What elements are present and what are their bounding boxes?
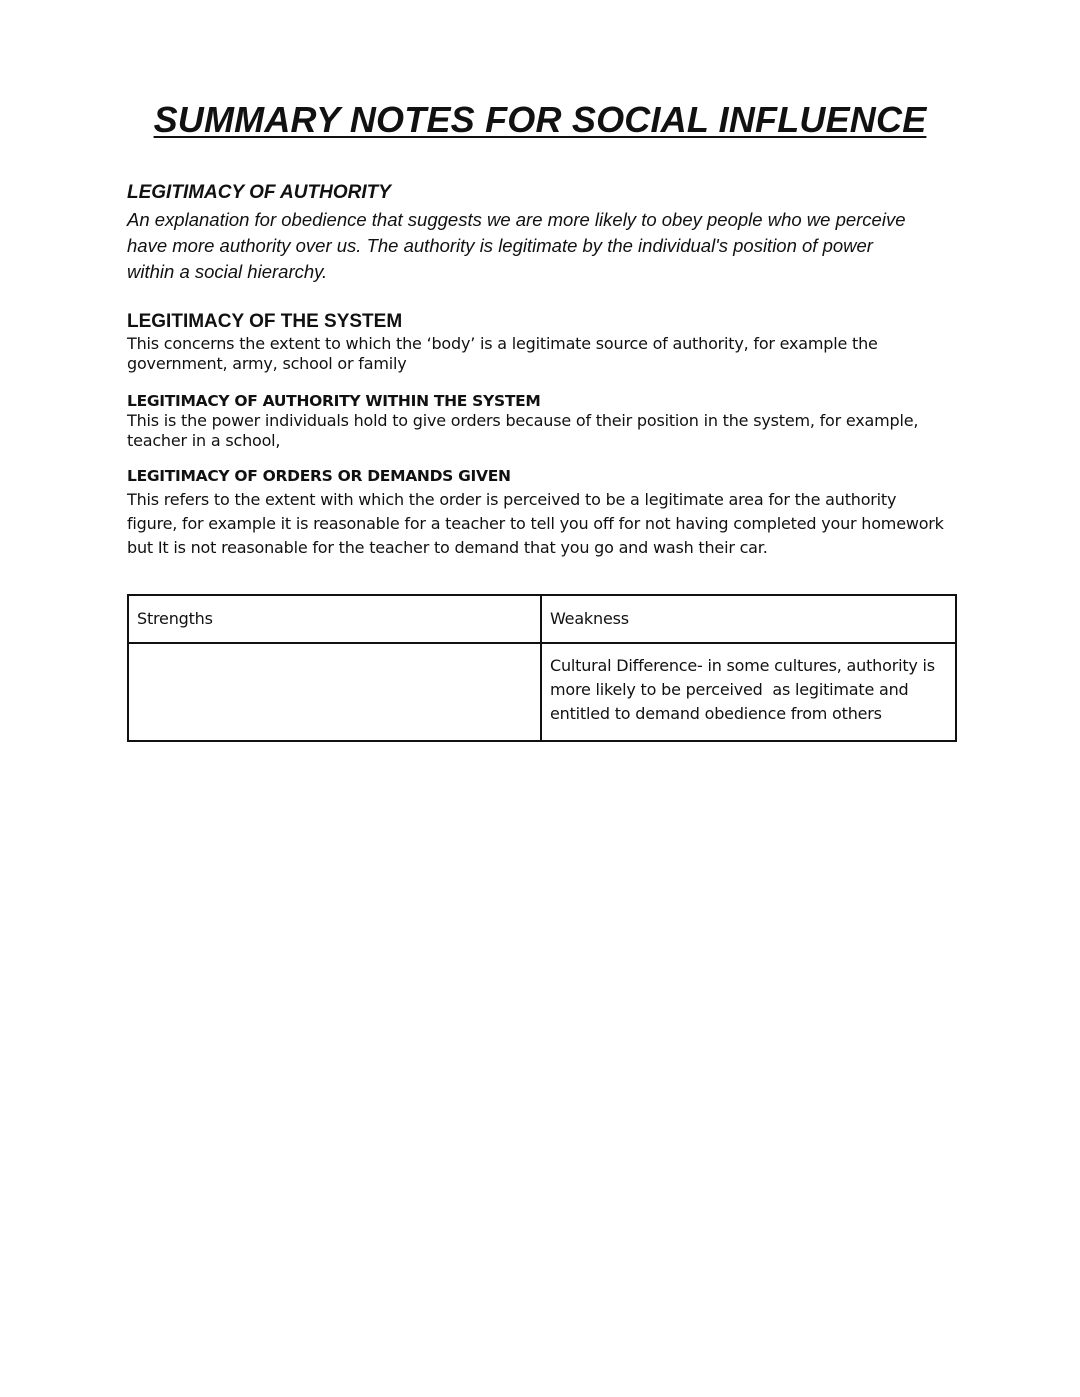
section-orders-or-demands <box>127 466 957 560</box>
section-body <box>127 411 957 451</box>
strengths-header: Strengths <box>128 595 541 643</box>
body-line: have more authority over us. The authority is legitimate by the individual's position of power <box>127 235 873 256</box>
table-row <box>128 643 956 741</box>
body-line: within a social hierarchy. <box>127 261 328 282</box>
body-line: teacher in a school, <box>127 431 281 450</box>
section-body <box>127 334 957 374</box>
page-title: SUMMARY NOTES FOR SOCIAL INFLUENCE <box>153 99 927 140</box>
weakness-line: more likely to be perceived as legitimate and <box>550 680 909 699</box>
weakness-line: entitled to demand obedience from others <box>550 704 882 723</box>
body-line: This is the power individuals hold to give orders because of their position in the system, for example, <box>127 411 919 430</box>
section-body <box>127 488 957 560</box>
table-header-row <box>128 595 956 643</box>
strengths-weakness-table <box>127 594 957 742</box>
section-heading: LEGITIMACY OF ORDERS OR DEMANDS GIVEN <box>127 467 511 485</box>
weakness-cell <box>541 643 956 741</box>
body-line: but It is not reasonable for the teacher to demand that you go and wash their car. <box>127 538 768 557</box>
section-heading: LEGITIMACY OF THE SYSTEM <box>127 311 403 332</box>
strengths-cell <box>128 643 541 741</box>
body-line: This refers to the extent with which the order is perceived to be a legitimate area for the authority <box>127 490 897 509</box>
section-legitimacy-of-the-system <box>127 310 957 374</box>
body-line: This concerns the extent to which the ‘body’ is a legitimate source of authority, for example the <box>127 334 878 353</box>
section-heading: LEGITIMACY OF AUTHORITY <box>127 182 391 203</box>
section-body <box>127 207 957 285</box>
weakness-line: Cultural Difference- in some cultures, authority is <box>550 656 935 675</box>
section-legitimacy-of-authority <box>127 181 957 285</box>
section-authority-within-system <box>127 391 957 451</box>
body-line: government, army, school or family <box>127 354 407 373</box>
body-line: figure, for example it is reasonable for a teacher to tell you off for not having completed your homework <box>127 514 944 533</box>
weakness-header: Weakness <box>541 595 956 643</box>
section-heading: LEGITIMACY OF AUTHORITY WITHIN THE SYSTEM <box>127 392 541 410</box>
body-line: An explanation for obedience that suggests we are more likely to obey people who we perceive <box>127 209 906 230</box>
